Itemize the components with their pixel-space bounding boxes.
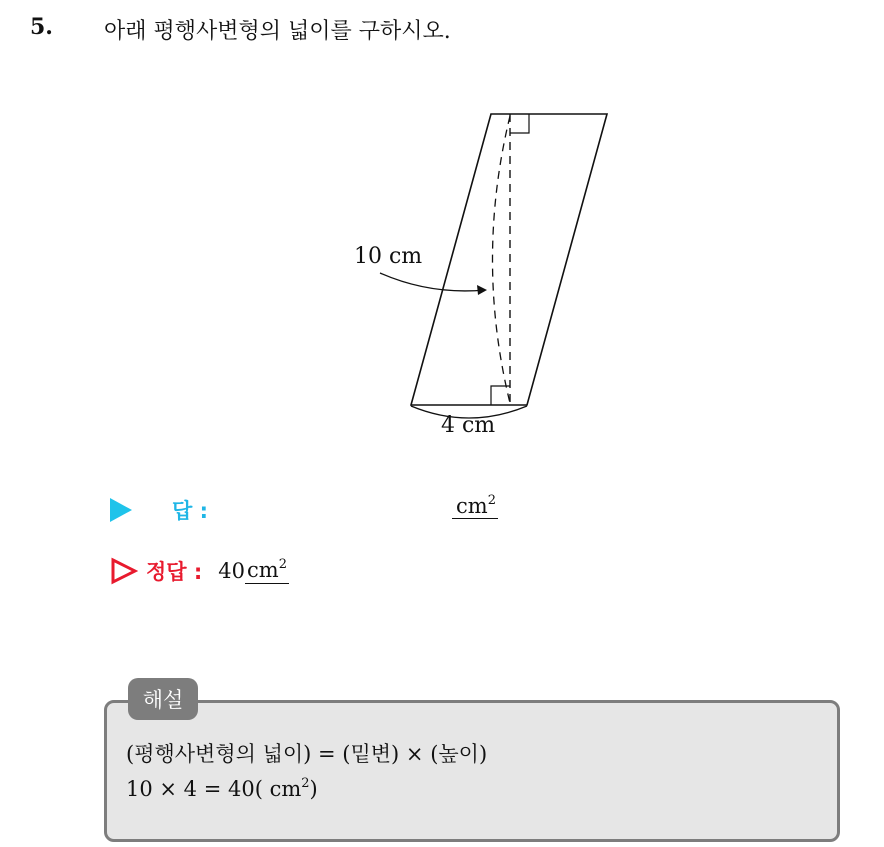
height-brace: [493, 116, 511, 403]
question-number: 5.: [30, 14, 53, 40]
answer-blank[interactable]: [452, 494, 498, 519]
correct-value: 40: [218, 559, 246, 583]
explanation-line-2-close: ): [309, 777, 318, 801]
explanation-line-2: [126, 776, 318, 801]
explanation-line-1: (평행사변형의 넓이) = (밑변) × (높이): [126, 742, 488, 766]
answer-row: [110, 495, 208, 525]
correct-unit-exponent: 2: [278, 557, 287, 573]
label-arrow: [380, 273, 485, 291]
answer-arrow-icon: [110, 498, 132, 522]
base-label: 4 cm: [441, 413, 496, 438]
parallelogram: [411, 114, 607, 405]
answer-unit-exponent: 2: [487, 493, 496, 508]
explanation-box: [104, 700, 840, 842]
explanation-line-2-main: 10 × 4 = 40( cm: [126, 777, 302, 801]
explanation-line-2-exponent: 2: [301, 776, 310, 791]
arrowhead: [477, 285, 487, 295]
correct-row: [110, 556, 289, 586]
right-angle-bottom: [491, 386, 510, 405]
answer-unit: cm: [456, 494, 488, 518]
correct-label: 정답 :: [146, 560, 203, 584]
correct-unit: cm: [247, 558, 279, 583]
height-label: 10 cm: [354, 244, 423, 269]
correct-arrow-icon: [110, 557, 138, 585]
explanation-tag: 해설: [128, 678, 198, 720]
answer-label: 답 :: [172, 499, 208, 523]
right-angle-top: [510, 114, 529, 133]
question-text: 아래 평행사변형의 넓이를 구하시오.: [104, 19, 451, 44]
